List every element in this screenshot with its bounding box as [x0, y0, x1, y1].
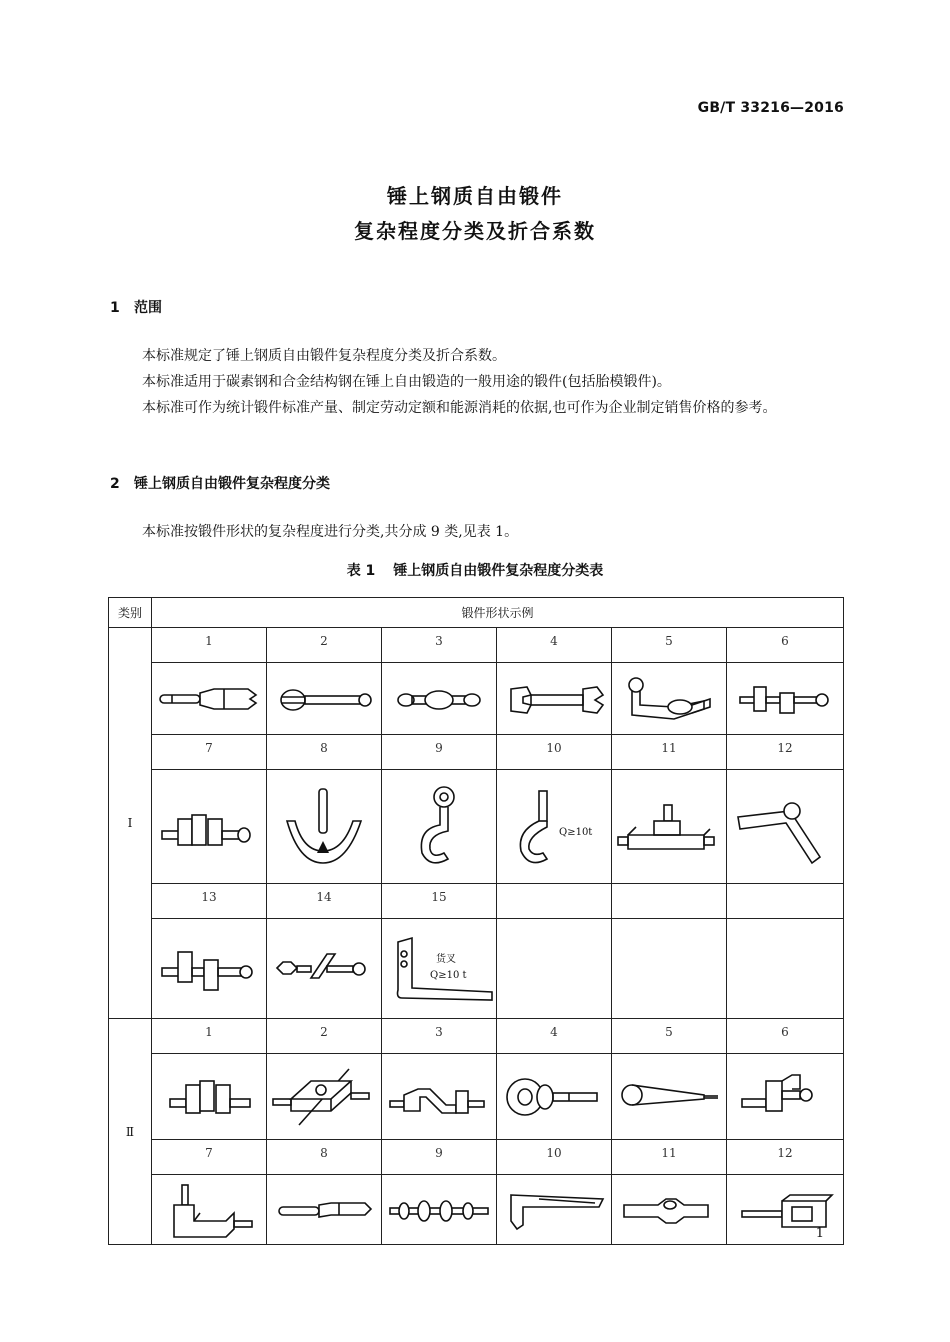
forging-offset-block-drawing — [730, 1059, 840, 1135]
forging-drawing — [497, 663, 612, 735]
forging-drawing — [727, 1054, 844, 1140]
forging-drawing — [267, 770, 382, 884]
forging-drawing — [152, 663, 267, 735]
header-examples: 锻件形状示例 — [152, 598, 844, 628]
forging-cross-block-drawing — [269, 1059, 379, 1135]
example-number: 4 — [497, 1019, 612, 1054]
forging-fork-drawing — [384, 924, 494, 1014]
section-1-paragraph-2: 本标准适用于碳素钢和合金结构钢在锤上自由锻造的一般用途的锻件(包括胎模锻件)。 — [142, 374, 671, 390]
forging-hook-eye-drawing — [384, 777, 494, 877]
example-number: 8 — [267, 1140, 382, 1175]
example-number: 2 — [267, 628, 382, 663]
empty-cell — [612, 919, 727, 1019]
table-row-number — [109, 1140, 844, 1175]
example-number: 7 — [152, 735, 267, 770]
table-header-row — [109, 598, 844, 628]
table-row-drawings — [109, 919, 844, 1019]
fork-load-label: Q≥10 t — [430, 969, 467, 981]
section-2-paragraph: 本标准按锻件形状的复杂程度进行分类,共分成 9 类,见表 1。 — [142, 524, 519, 540]
empty-cell — [727, 919, 844, 1019]
forging-flat-bar-drawing — [614, 1177, 724, 1243]
section-number: 1 — [110, 300, 120, 316]
table-caption — [0, 560, 950, 580]
example-number: 14 — [267, 884, 382, 919]
example-number — [612, 884, 727, 919]
forging-drawing — [612, 1054, 727, 1140]
forging-bolt-crank-drawing — [269, 924, 379, 1014]
forging-multi-crank-drawing — [154, 777, 264, 877]
table-row-drawings — [109, 1054, 844, 1140]
section-2-heading — [110, 473, 330, 493]
forging-drawing — [152, 1175, 267, 1245]
table-row-drawings — [109, 663, 844, 735]
example-number: 9 — [382, 1140, 497, 1175]
forging-anchor-drawing — [269, 777, 379, 877]
document-title-line-1: 锤上钢质自由锻件 — [387, 184, 563, 208]
forging-multi-collar-drawing — [384, 1177, 494, 1243]
example-number: 2 — [267, 1019, 382, 1054]
example-number: 11 — [612, 1140, 727, 1175]
forging-drawing — [152, 1054, 267, 1140]
forging-drawing — [382, 1175, 497, 1245]
example-number: 9 — [382, 735, 497, 770]
forging-drawing — [612, 1175, 727, 1245]
forging-drawing — [152, 770, 267, 884]
forging-drawing — [727, 1175, 844, 1245]
table-row-number — [109, 735, 844, 770]
empty-cell — [497, 919, 612, 1019]
example-number: 12 — [727, 735, 844, 770]
forging-wrench-drawing — [499, 669, 609, 729]
section-1-paragraph-1: 本标准规定了锤上钢质自由锻件复杂程度分类及折合系数。 — [142, 348, 506, 364]
forging-drawing — [612, 663, 727, 735]
forging-drawing — [267, 919, 382, 1019]
document-title-line-2: 复杂程度分类及折合系数 — [354, 219, 596, 243]
table-row-number — [109, 628, 844, 663]
table-row-number — [109, 1019, 844, 1054]
example-number: 1 — [152, 1019, 267, 1054]
example-number: 8 — [267, 735, 382, 770]
example-number: 10 — [497, 1140, 612, 1175]
example-number: 4 — [497, 628, 612, 663]
fork-label: 货叉 — [436, 953, 456, 965]
example-number: 15 — [382, 884, 497, 919]
forging-drawing — [267, 663, 382, 735]
forging-disc-shaft-drawing — [499, 1059, 609, 1135]
forging-drawing — [267, 1054, 382, 1140]
forging-angle-bar-drawing — [499, 1177, 609, 1243]
forging-drawing — [727, 663, 844, 735]
section-title: 范围 — [134, 300, 162, 316]
page-number: 1 — [815, 1226, 824, 1241]
category-label-1: Ⅰ — [109, 628, 152, 1019]
forging-drawing — [612, 770, 727, 884]
forging-long-shaft-drawing — [269, 1177, 379, 1243]
forging-drawing — [497, 1054, 612, 1140]
example-number: 7 — [152, 1140, 267, 1175]
example-number: 13 — [152, 884, 267, 919]
forging-crane-hook-drawing — [499, 777, 609, 877]
example-number: 1 — [152, 628, 267, 663]
table-row-drawings — [109, 1175, 844, 1245]
example-number: 5 — [612, 628, 727, 663]
forging-drawing — [152, 919, 267, 1019]
forging-crank-drawing — [730, 669, 840, 729]
example-number: 3 — [382, 1019, 497, 1054]
example-number: 10 — [497, 735, 612, 770]
forging-drawing — [267, 1175, 382, 1245]
forging-drawing — [727, 770, 844, 884]
table-row-number — [109, 884, 844, 919]
table-number: 表 1 — [346, 563, 376, 579]
forging-double-boss-drawing — [384, 669, 494, 729]
header-category: 类别 — [109, 598, 152, 628]
example-number: 6 — [727, 628, 844, 663]
forging-drawing — [497, 770, 612, 884]
forging-drawing — [382, 663, 497, 735]
forging-drawing — [382, 1054, 497, 1140]
forging-drawing — [382, 770, 497, 884]
standard-code: GB/T 33216—2016 — [697, 100, 844, 116]
example-number — [727, 884, 844, 919]
section-1-heading — [110, 297, 162, 317]
example-number: 6 — [727, 1019, 844, 1054]
section-title: 锤上钢质自由锻件复杂程度分类 — [134, 476, 330, 492]
example-number: 11 — [612, 735, 727, 770]
table-title: 锤上钢质自由锻件复杂程度分类表 — [393, 563, 604, 579]
example-number: 3 — [382, 628, 497, 663]
example-number: 5 — [612, 1019, 727, 1054]
example-number: 12 — [727, 1140, 844, 1175]
forging-double-crank-drawing — [154, 1059, 264, 1135]
forging-flange-shaft-drawing — [269, 669, 379, 729]
forging-angled-lever-drawing — [730, 777, 840, 877]
forging-stepped-block-drawing — [614, 777, 724, 877]
forging-z-crank-drawing — [384, 1059, 494, 1135]
forging-drawing — [497, 1175, 612, 1245]
section-1-paragraph-3: 本标准可作为统计锻件标准产量、制定劳动定额和能源消耗的依据,也可作为企业制定销售价格的参考。 — [142, 400, 777, 416]
category-label-2: Ⅱ — [109, 1019, 152, 1245]
hook-load-label: Q≥10t — [559, 826, 593, 838]
forging-drawing — [382, 919, 497, 1019]
forging-bent-arm-drawing — [614, 669, 724, 729]
forging-two-throw-crank-drawing — [154, 924, 264, 1014]
table-row-drawings — [109, 770, 844, 884]
example-number — [497, 884, 612, 919]
forging-shaft-drawing — [154, 669, 264, 729]
forging-tapered-rod-drawing — [614, 1059, 724, 1135]
classification-table — [108, 597, 844, 1245]
forging-l-block-drawing — [154, 1177, 264, 1243]
section-number: 2 — [110, 476, 120, 492]
